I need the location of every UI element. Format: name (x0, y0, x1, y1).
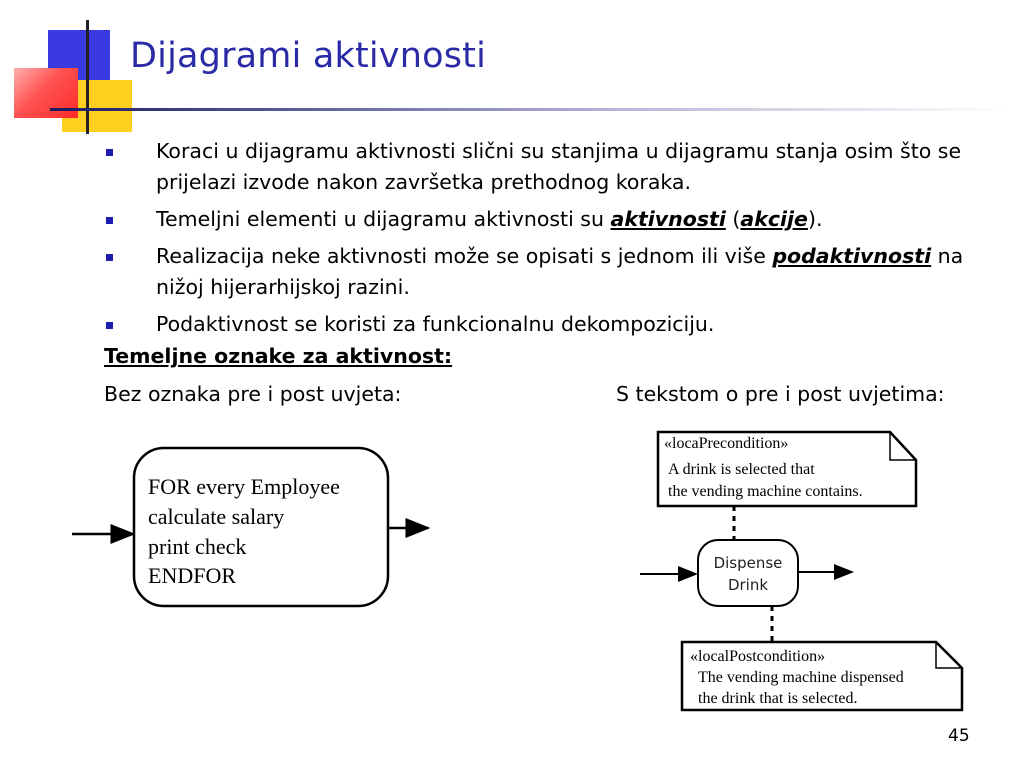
activity-line-3: print check (148, 534, 247, 559)
caption-right: S tekstom o pre i post uvjetima: (616, 382, 945, 406)
activity-label-line-1: Dispense (713, 554, 783, 572)
emphasis-podaktivnosti: podaktivnosti (772, 244, 932, 268)
postcondition-line-2: the drink that is selected. (698, 690, 858, 707)
bullet-text: na nižoj hijerarhijskoj razini. (156, 244, 964, 299)
section-heading: Temeljne oznake za aktivnost: (104, 344, 453, 368)
activity-label-line-2: Drink (727, 576, 769, 594)
caption-left: Bez oznaka pre i post uvjeta: (104, 382, 402, 406)
activity-line-4: ENDFOR (148, 563, 237, 588)
page-number: 45 (948, 726, 970, 746)
bullet-text: Realizacija neke aktivnosti može se opisati s jednom ili više (156, 244, 773, 268)
postcondition-line-1: The vending machine dispensed (698, 669, 904, 686)
activity-diagram-conditions (640, 432, 962, 710)
dispense-drink-activity (698, 540, 798, 606)
bullet-text: ( (725, 207, 741, 231)
postcondition-stereotype: «localPostcondition» (690, 648, 826, 665)
bullet-text: ). (807, 207, 823, 231)
precondition-line-2: the vending machine contains. (668, 483, 863, 500)
activity-line-1: FOR every Employee (148, 474, 340, 499)
activity-diagram-plain (72, 448, 428, 606)
precondition-line-1: A drink is selected that (668, 461, 815, 478)
bullet-text: Temeljni elementi u dijagramu aktivnosti su (156, 207, 611, 231)
bullet-text: Podaktivnost se koristi za funkcionalnu dekompoziciju. (156, 312, 715, 336)
emphasis-aktivnosti: aktivnosti (610, 207, 726, 231)
precondition-stereotype: «locaPrecondition» (664, 435, 789, 452)
emphasis-akcije: akcije (740, 207, 808, 231)
activity-line-2: calculate salary (148, 504, 285, 529)
slide-title: Dijagrami aktivnosti (130, 36, 486, 76)
bullet-text: Koraci u dijagramu aktivnosti slični su stanjima u dijagramu stanja osim što se prijelazi izvode nakon završetka prethodnog koraka. (156, 139, 962, 194)
